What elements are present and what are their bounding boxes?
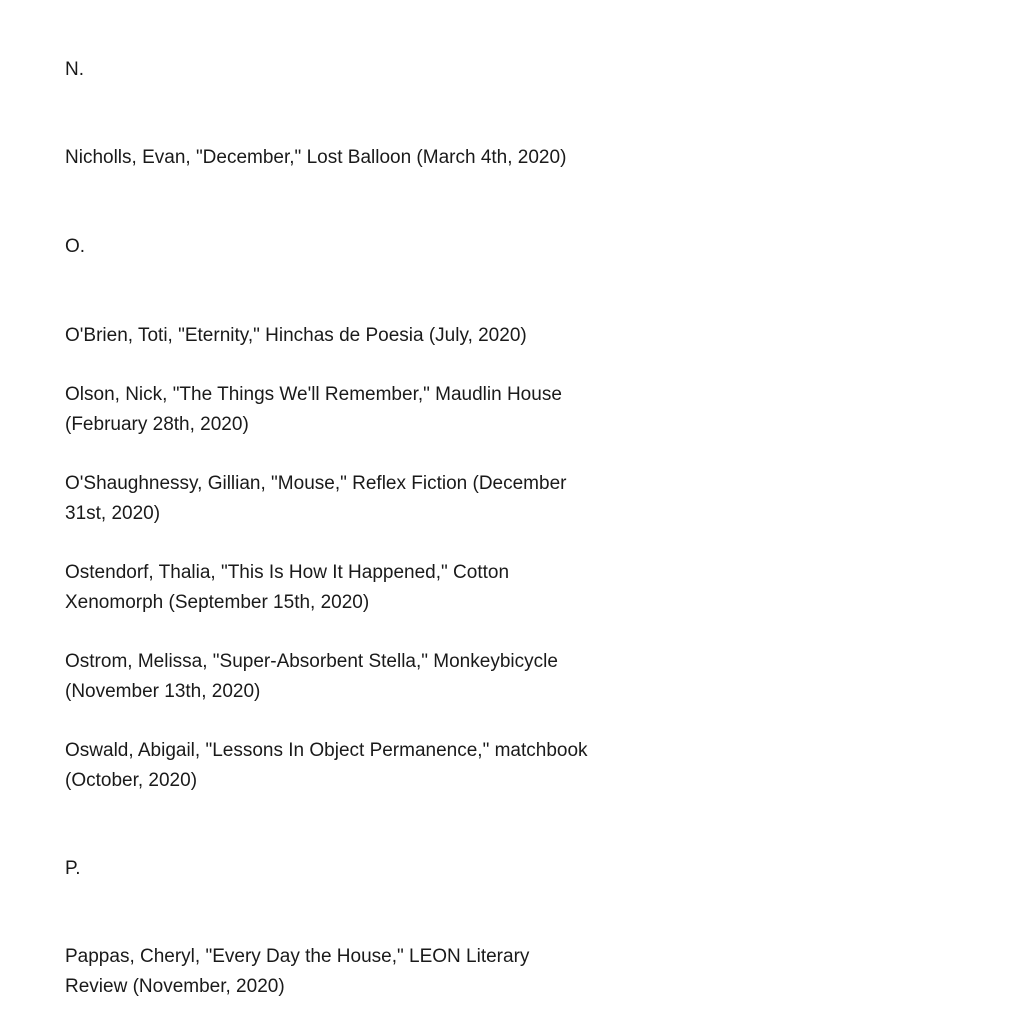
list-item: O'Shaughnessy, Gillian, "Mouse," Reflex Fiction (December 31st, 2020) xyxy=(65,473,567,524)
list-item: Pappas, Cheryl, "Every Day the House," LEON Literary Review (November, 2020) xyxy=(65,946,530,997)
list-item: O'Brien, Toti, "Eternity," Hinchas de Poesia (July, 2020) xyxy=(65,325,527,346)
list-item: Oswald, Abigail, "Lessons In Object Permanence," matchbook (October, 2020) xyxy=(65,740,588,791)
section-heading-n: N. xyxy=(65,59,84,80)
list-item: Nicholls, Evan, "December," Lost Balloon (March 4th, 2020) xyxy=(65,147,567,168)
list-item: Ostendorf, Thalia, "This Is How It Happened," Cotton Xenomorph (September 15th, 2020) xyxy=(65,562,510,613)
section-heading-p: P. xyxy=(65,858,81,879)
list-item: Ostrom, Melissa, "Super-Absorbent Stella," Monkeybicycle (November 13th, 2020) xyxy=(65,651,558,702)
list-item: Olson, Nick, "The Things We'll Remember," Maudlin House (February 28th, 2020) xyxy=(65,384,562,435)
section-heading-o: O. xyxy=(65,236,86,257)
